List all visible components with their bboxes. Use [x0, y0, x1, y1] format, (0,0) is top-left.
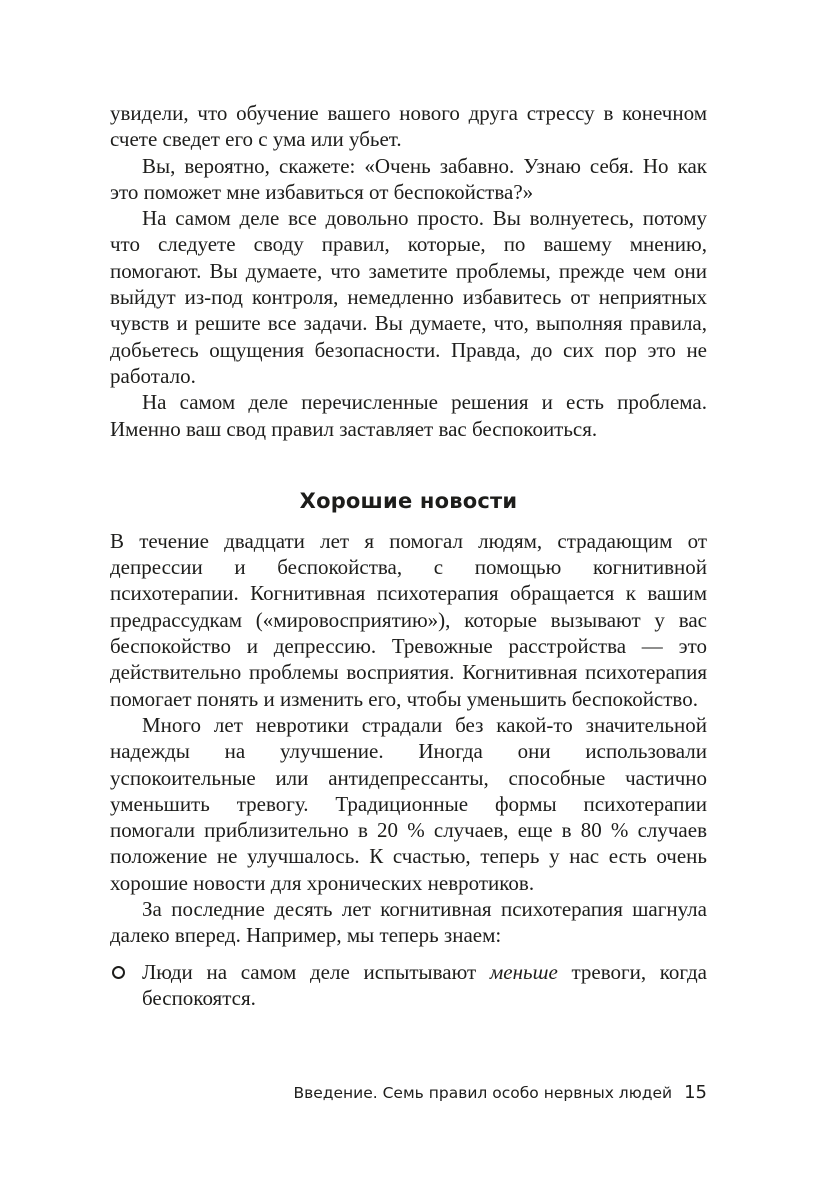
- page-body: [110, 100, 707, 1011]
- bullet-text-before: Люди на самом деле испытывают: [142, 959, 490, 984]
- bullet-item: [110, 959, 707, 1012]
- paragraph: В течение двадцати лет я помогал людям, страдающим от депрессии и беспокойства, с помощью когнитивной психотерапии. Когнитивная психотерапия обращается к вашим предрассудкам («мировосприятию»), которые вызывают у вас беспокойство и депрессию. Тревожные расстройства — это действительно проблемы восприятия. Когнитивная психотерапия помогает понять и изменить его, чтобы уменьшить беспокойство.: [110, 528, 707, 711]
- paragraph: Вы, вероятно, скажете: «Очень забавно. Узнаю себя. Но как это поможет мне избавиться от беспокойства?»: [110, 153, 707, 204]
- paragraph-continuation: увидели, что обучение вашего нового друга стрессу в конечном счете сведет его с ума или убьет.: [110, 101, 707, 152]
- bullet-text-after: тревоги, когда беспокоятся.: [142, 959, 707, 1010]
- page-footer: [293, 1082, 707, 1103]
- running-title: Введение. Семь правил особо нервных людей: [293, 1084, 673, 1102]
- paragraph: Много лет невротики страдали без какой-то значительной надежды на улучшение. Иногда они использовали успокоительные или антидепрессанты, способные частично уменьшить тревогу. Традиционные формы психотерапии помогали приблизительно в 20 % случаев, еще в 80 % случаев положение не улучшалось. К счастью, теперь у нас есть очень хорошие новости для хронических невротиков.: [110, 712, 707, 895]
- paragraph: На самом деле перечисленные решения и есть проблема. Именно ваш свод правил заставляет вас беспокоиться.: [110, 390, 707, 441]
- circle-bullet-icon: [112, 966, 125, 979]
- section-heading: Хорошие новости: [299, 488, 518, 513]
- bullet-emphasis: меньше: [489, 959, 558, 984]
- paragraph: За последние десять лет когнитивная психотерапия шагнула далеко вперед. Например, мы теперь знаем:: [110, 897, 707, 948]
- page-number: 15: [684, 1082, 707, 1103]
- paragraph: На самом деле все довольно просто. Вы волнуетесь, потому что следуете своду правил, которые, по вашему мнению, помогают. Вы думаете, что заметите проблемы, прежде чем они выйдут из-под контроля, немедленно избавитесь от неприятных чувств и решите все задачи. Вы думаете, что, выполняя правила, добьетесь ощущения безопасности. Правда, до сих пор это не работало.: [110, 206, 707, 388]
